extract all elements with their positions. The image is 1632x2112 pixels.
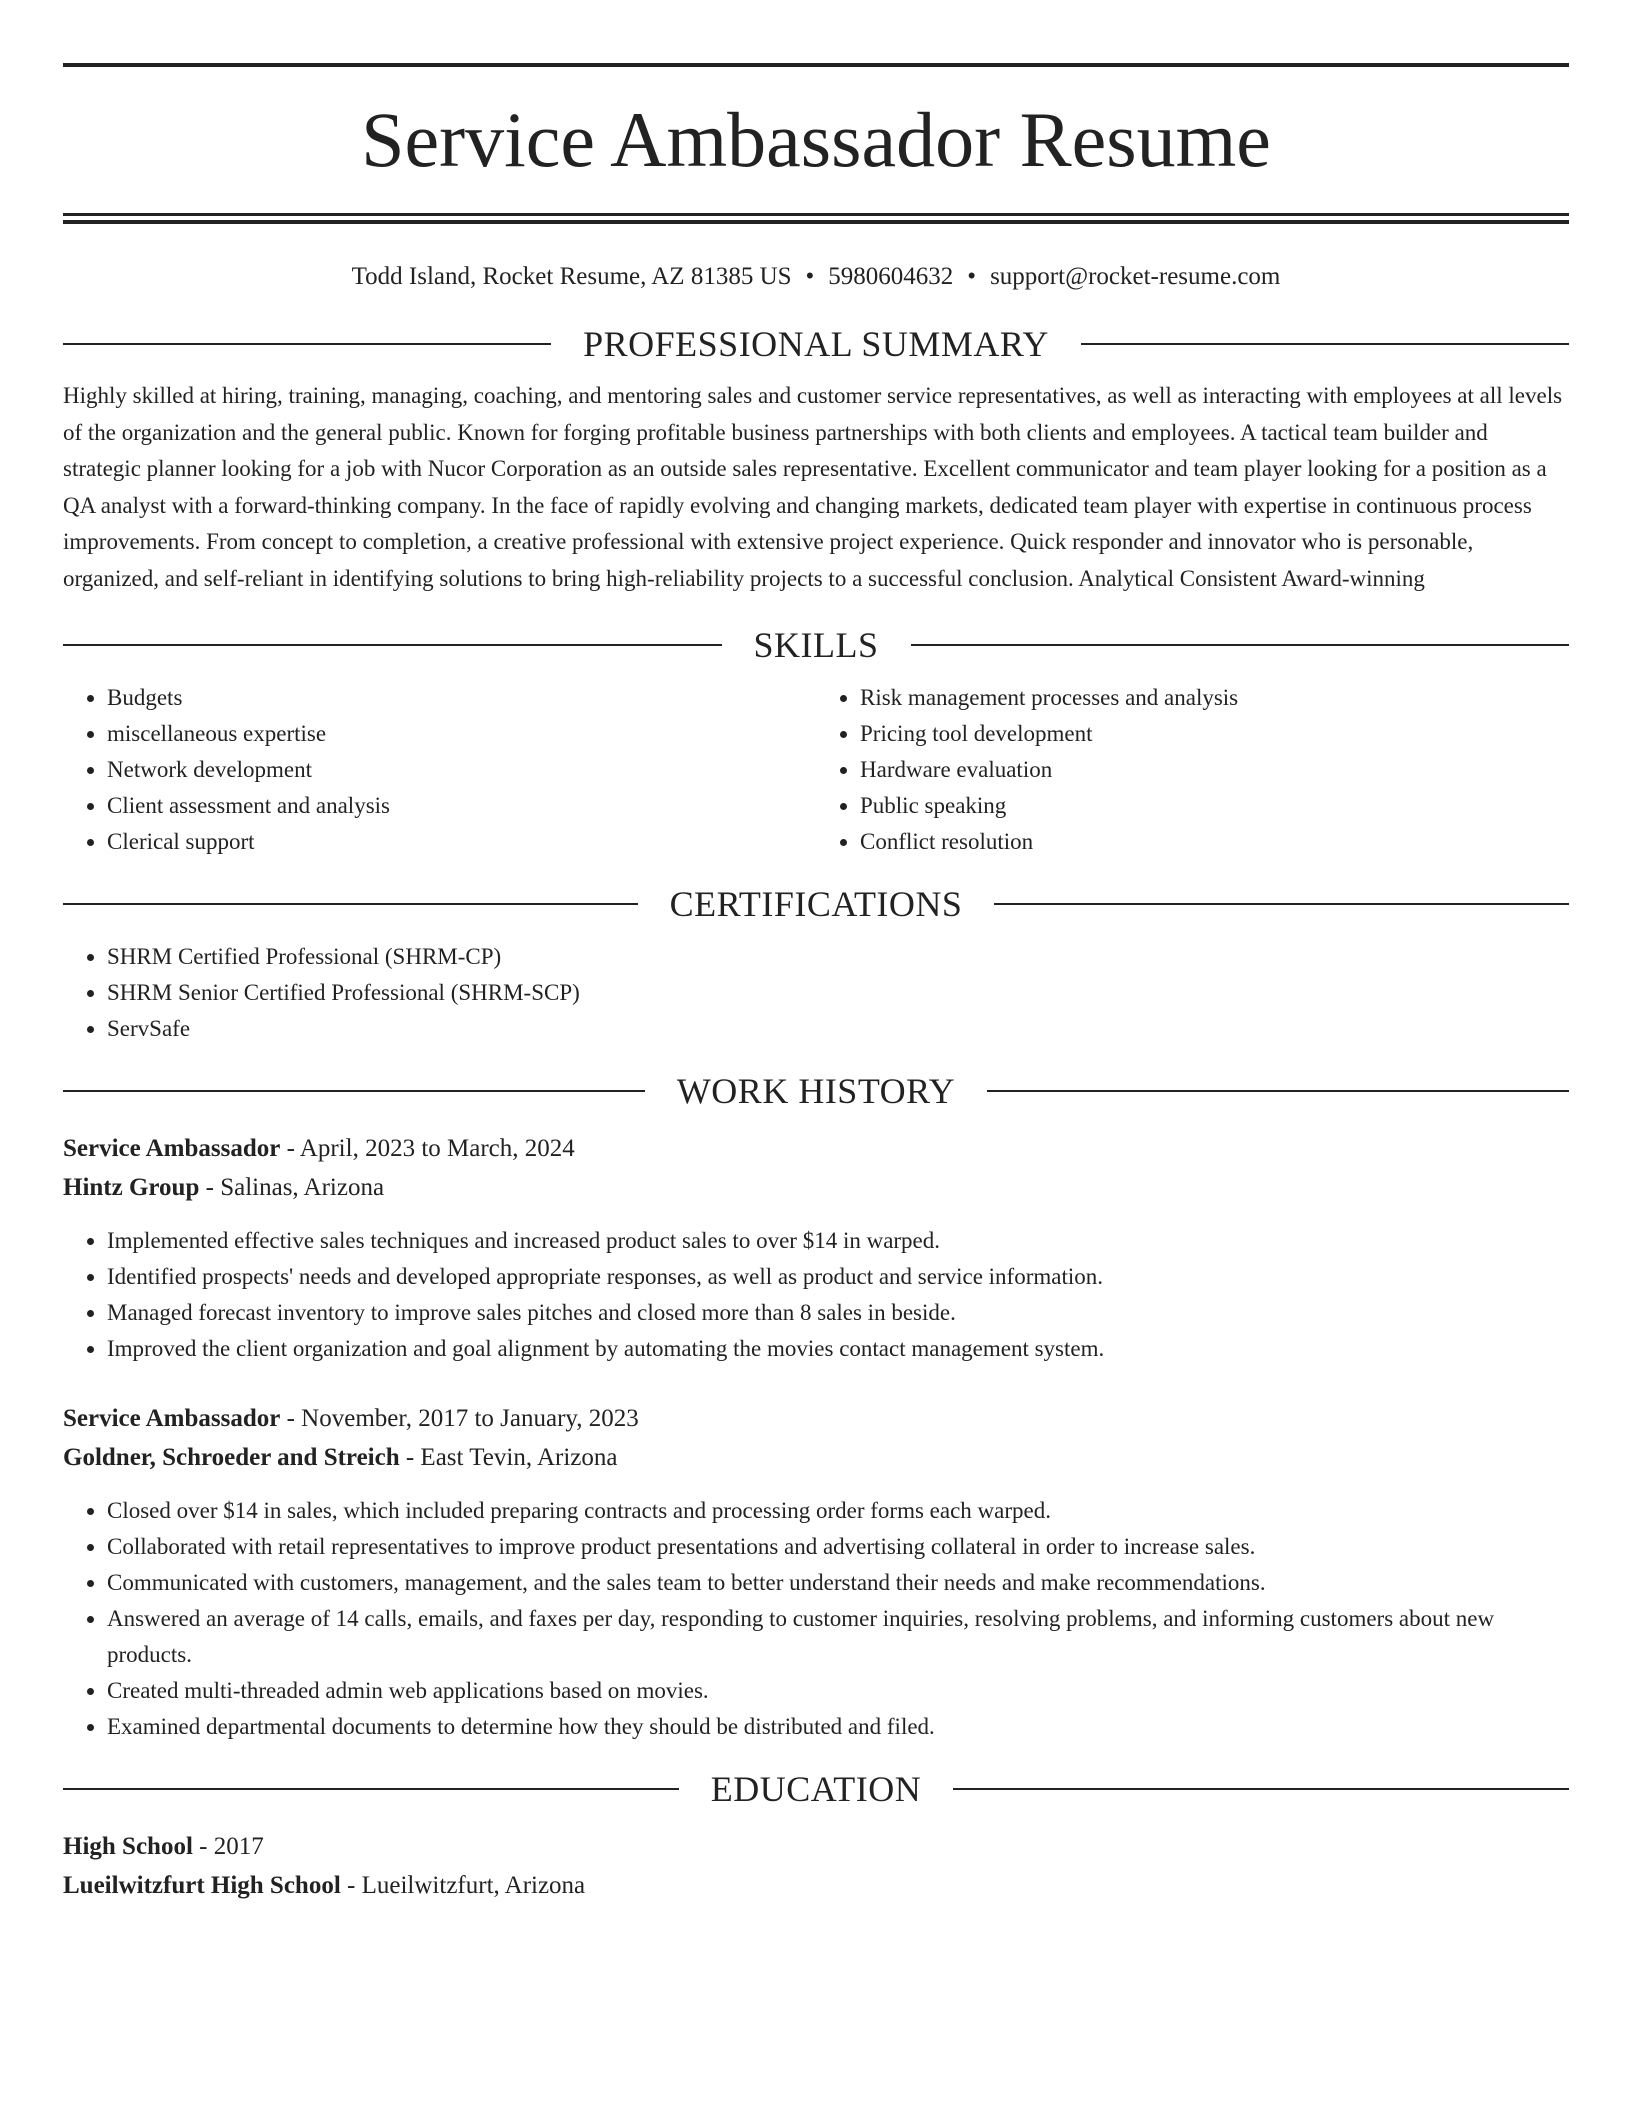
list-item: • Examined departmental documents to determine how they should be distributed and filed. xyxy=(107,1709,1569,1745)
list-item: • Identified prospects' needs and developed appropriate responses, as well as product and service information. xyxy=(107,1259,1569,1295)
divider-line xyxy=(63,1788,679,1790)
list-item: • Pricing tool development xyxy=(860,716,1569,752)
education-degree-line xyxy=(63,1827,1569,1866)
summary-text: Highly skilled at hiring, training, managing, coaching, and mentoring sales and customer service representatives, as well as interacting with employees at all levels of the organization and the general public. Known for forging profitable business partnerships with both clients and employees. A tactical team builder and strategic planner looking for a job with Nucor Corporation as an outside sales representative. Excellent communicator and team player looking for a position as a QA analyst with a forward-thinking company. In the face of rapidly evolving and changing markets, dedicated team player with expertise in continuous process improvements. From concept to completion, a creative professional with extensive project experience. Quick responder and innovator who is personable, organized, and self-reliant in identifying solutions to bring high-reliability projects to a successful conclusion. Analytical Consistent Award-winning xyxy=(63,383,1563,591)
list-item: • Network development xyxy=(107,752,816,788)
list-item: • Created multi-threaded admin web applications based on movies. xyxy=(107,1673,1569,1709)
education-year: - 2017 xyxy=(192,1833,264,1860)
list-item: • Managed forecast inventory to improve sales pitches and closed more than 8 sales in beside. xyxy=(107,1295,1569,1331)
skills-column-right xyxy=(816,680,1569,860)
job-dates: - November, 2017 to January, 2023 xyxy=(280,1405,639,1432)
divider-line xyxy=(987,1090,1569,1092)
education-location: - Lueilwitzfurt, Arizona xyxy=(340,1872,586,1899)
list-item: • Clerical support xyxy=(107,824,816,860)
section-header-education xyxy=(63,1767,1569,1811)
divider-line xyxy=(1081,343,1569,345)
education-school-line xyxy=(63,1866,1569,1905)
job-title-line xyxy=(63,1399,1569,1438)
job-company-line xyxy=(63,1438,1569,1477)
education-entry xyxy=(63,1827,1569,1905)
divider-line xyxy=(994,903,1569,905)
list-item: • Answered an average of 14 calls, emails, and faxes per day, responding to customer inquiries, resolving problems, and informing customers about new products. xyxy=(107,1601,1569,1673)
list-item: • Improved the client organization and goal alignment by automating the movies contact management system. xyxy=(107,1331,1569,1367)
list-item: • Public speaking xyxy=(860,788,1569,824)
certifications-list xyxy=(63,939,1569,1047)
list-item: • Communicated with customers, management, and the sales team to better understand their needs and make recommendations. xyxy=(107,1565,1569,1601)
divider-line xyxy=(63,343,551,345)
section-header-skills xyxy=(63,623,1569,667)
list-item: • SHRM Senior Certified Professional (SHRM-SCP) xyxy=(107,975,1569,1011)
divider-line xyxy=(63,1090,645,1092)
list-item: • Collaborated with retail representatives to improve product presentations and advertising collateral in order to increase sales. xyxy=(107,1529,1569,1565)
job-title: Service Ambassador xyxy=(63,1135,281,1162)
job-company: Goldner, Schroeder and Streich xyxy=(63,1444,400,1471)
list-item: • Closed over $14 in sales, which included preparing contracts and processing order forms each warped. xyxy=(107,1493,1569,1529)
job-bullets xyxy=(63,1223,1569,1367)
contact-separator: • xyxy=(805,263,815,290)
education-school: Lueilwitzfurt High School xyxy=(63,1872,341,1899)
divider-line xyxy=(63,644,722,646)
list-item: • Client assessment and analysis xyxy=(107,788,816,824)
job-entry xyxy=(63,1129,1569,1367)
list-item: • miscellaneous expertise xyxy=(107,716,816,752)
section-header-certifications xyxy=(63,882,1569,926)
resume-title: Service Ambassador Resume xyxy=(361,96,1271,183)
job-dates: - April, 2023 to March, 2024 xyxy=(280,1135,575,1162)
contact-email: support@rocket-resume.com xyxy=(990,263,1281,290)
resume-page xyxy=(63,0,1569,1905)
contact-line xyxy=(63,262,1569,292)
section-title: EDUCATION xyxy=(710,1769,922,1809)
list-item: • ServSafe xyxy=(107,1011,1569,1047)
section-header-work xyxy=(63,1069,1569,1113)
skills-list xyxy=(63,680,1569,860)
education-degree: High School xyxy=(63,1833,193,1860)
section-title: CERTIFICATIONS xyxy=(669,884,963,924)
contact-address: Todd Island, Rocket Resume, AZ 81385 US xyxy=(351,263,792,290)
list-item: • Conflict resolution xyxy=(860,824,1569,860)
section-title: WORK HISTORY xyxy=(676,1071,956,1111)
job-entry xyxy=(63,1399,1569,1745)
list-item: • Risk management processes and analysis xyxy=(860,680,1569,716)
divider-line xyxy=(911,644,1570,646)
job-title-line xyxy=(63,1129,1569,1168)
list-item: • SHRM Certified Professional (SHRM-CP) xyxy=(107,939,1569,975)
section-header-summary xyxy=(63,322,1569,366)
job-company: Hintz Group xyxy=(63,1174,200,1201)
job-bullets xyxy=(63,1493,1569,1745)
job-location: - Salinas, Arizona xyxy=(199,1174,385,1201)
divider-line xyxy=(953,1788,1569,1790)
job-title: Service Ambassador xyxy=(63,1405,281,1432)
title-double-rule xyxy=(63,213,1569,224)
contact-separator: • xyxy=(967,263,977,290)
job-location: - East Tevin, Arizona xyxy=(399,1444,618,1471)
divider-line xyxy=(63,903,638,905)
contact-phone: 5980604632 xyxy=(828,263,954,290)
list-item: • Hardware evaluation xyxy=(860,752,1569,788)
section-title: PROFESSIONAL SUMMARY xyxy=(583,324,1049,364)
job-company-line xyxy=(63,1168,1569,1207)
top-rule xyxy=(63,63,1569,67)
skills-column-left xyxy=(63,680,816,860)
list-item: • Implemented effective sales techniques and increased product sales to over $14 in warped. xyxy=(107,1223,1569,1259)
section-title: SKILLS xyxy=(753,625,879,665)
list-item: • Budgets xyxy=(107,680,816,716)
